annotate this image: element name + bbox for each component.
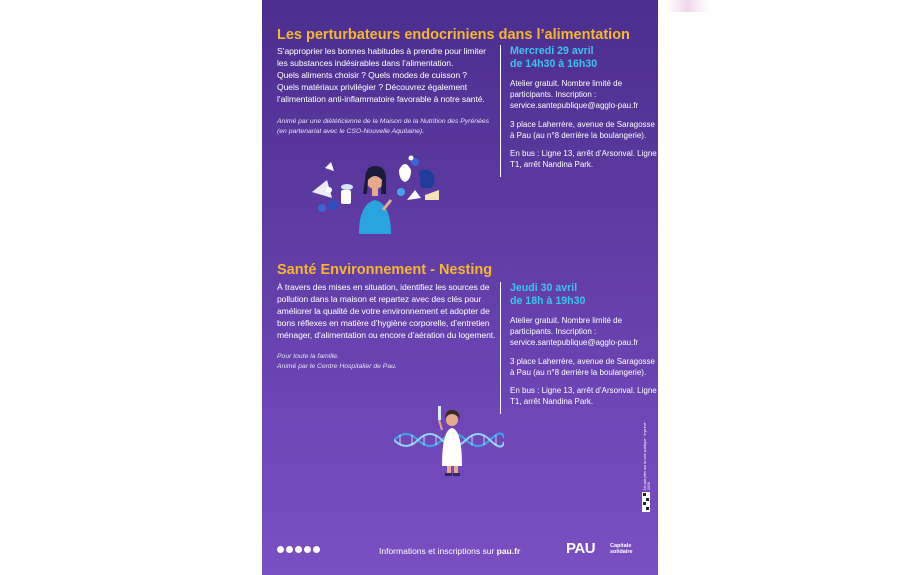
event2-bus-text: En bus : Ligne 13, arrêt d’Arsonval. Ligne T1, arrêt Nandina Park. [510,386,657,407]
social-icons [277,546,320,553]
legal-vertical-text: Ne pas jeter sur la voie publique · Imprimé · 2026 [643,420,651,490]
facebook-icon[interactable] [277,546,284,553]
event2-address-text: 3 place Laherrère, avenue de Saragosse à Pau (au n°8 derrière la boulangerie). [510,356,655,377]
scientist-dna-illustration [394,400,504,478]
event2-title: Santé Environnement - Nesting [277,262,493,278]
event1-address-text: 3 place Laherrère, avenue de Saragosse à Pau (au n°8 derrière la boulangerie). [510,119,655,140]
event2-description: À travers des mises en situation, identifiez les sources de pollution dans la maison et repartez avec des clés pour améliorer la qualité de votre environnement et adopter de bons réflexes en matière d’hygiène corporelle, d’entretien ménager, d’alimentation ou encore d’aération du logement. [277,282,496,340]
linkedin-icon[interactable] [304,546,311,553]
pau-logo: PAU Capitale solidaire [566,540,633,557]
event1-description: S’approprier les bonnes habitudes à prendre pour limiter les substances indésirables dans l’alimentation. Quels aliments choisir ? Quels modes de cuisson ? Quels matériaux privilégier ? Découvrez également l’alimentation anti-inflammatoire favorable à notre santé. [277,46,486,104]
event1-credit: Animé par une diététicienne de la Maison de la Nutrition des Pyrénées (en partenariat avec le CSO-Nouvelle Aquitaine). [277,118,489,135]
footer-info: Informations et inscriptions sur pau.fr [379,546,521,556]
corner-gradient-decoration [665,0,710,18]
event2-credit: Pour toute la famille. Animé par le Centre Hospitalier de Pau. [277,353,397,370]
event1-bus-text: En bus : Ligne 13, arrêt d’Arsonval. Ligne T1, arrêt Nandina Park. [510,149,657,170]
youtube-icon[interactable] [313,546,320,553]
nutrition-illustration [307,150,447,235]
qr-code [642,492,650,512]
event2-date: Jeudi 30 avril de 18h à 19h30 [510,282,586,307]
instagram-icon[interactable] [286,546,293,553]
flyer-page [262,0,658,575]
event1-title: Les perturbateurs endocriniens dans l’alimentation [277,27,630,43]
event1-date: Mercredi 29 avril de 14h30 à 16h30 [510,45,598,70]
event2-registration-text: Atelier gratuit. Nombre limité de participants. Inscription : service.santepublique@agglo-pau.fr [510,316,639,348]
event1-info-panel [500,45,660,177]
pau-fr-link[interactable]: pau.fr [496,546,521,556]
event1-registration-text: Atelier gratuit. Nombre limité de participants. Inscription : service.santepublique@agglo-pau.fr [510,79,639,111]
x-icon[interactable] [295,546,302,553]
event2-info-panel [500,282,660,414]
